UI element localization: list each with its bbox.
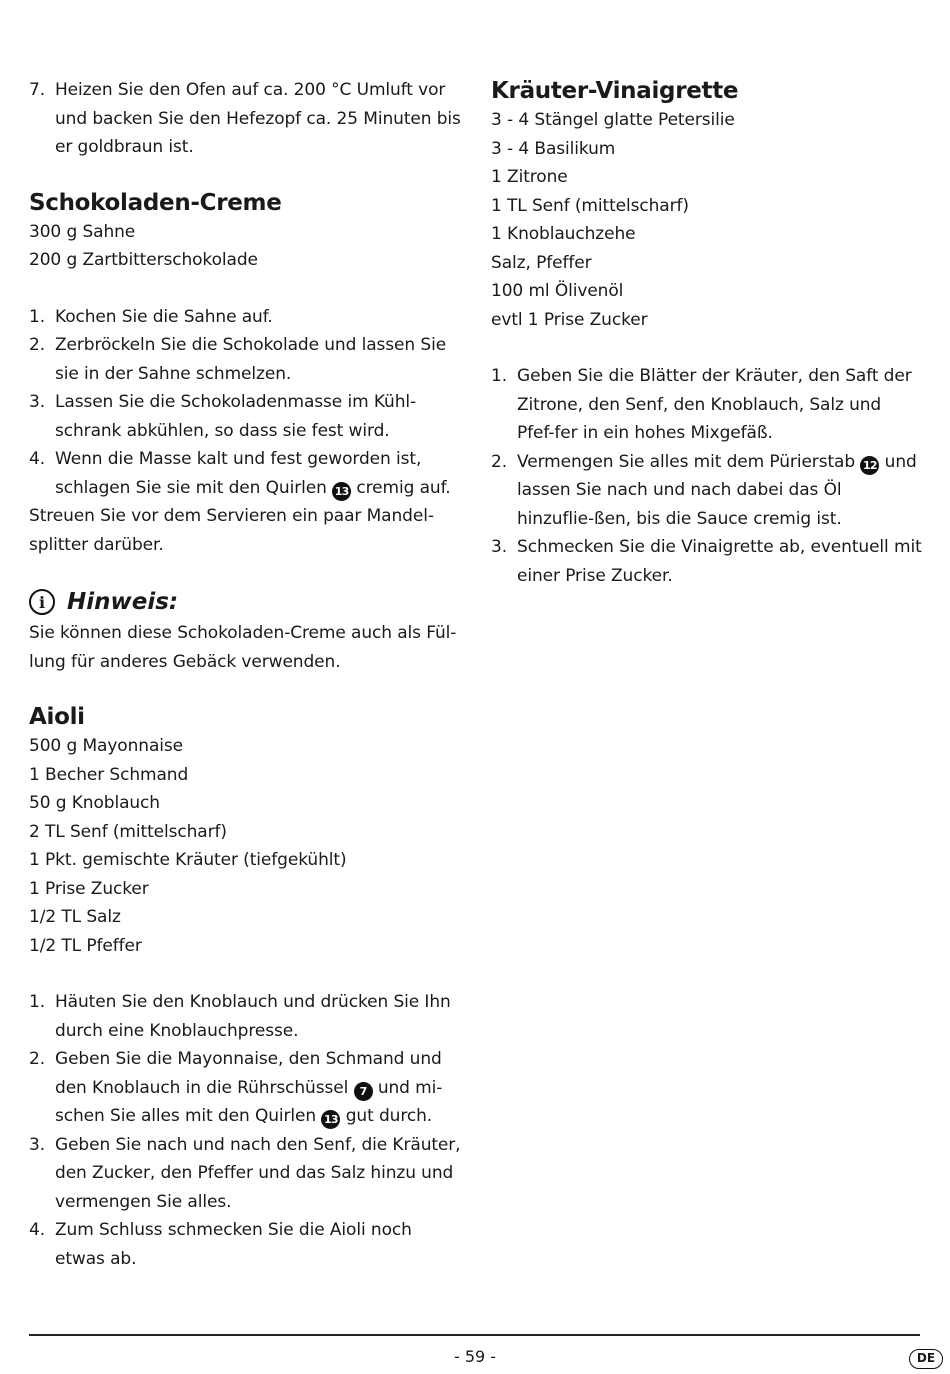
ingredient: 3 - 4 Basilikum <box>491 138 616 159</box>
serving-tip: Streuen Sie vor dem Servieren ein paar Mandel-splitter darüber. <box>29 506 434 555</box>
note-title: Hinweis: <box>67 589 179 615</box>
footer-divider <box>29 1334 920 1336</box>
ingredient: 1 TL Senf (mittelscharf) <box>491 195 689 216</box>
ingredient: 100 ml Ölivenöl <box>491 281 624 301</box>
ingredient: 3 - 4 Stängel glatte Petersilie <box>491 110 735 130</box>
list-item: 3. Lassen Sie die Schokoladenmasse im Kühl-schrank abkühlen, so dass sie fest wird. <box>29 392 417 441</box>
part-number-badge: 12 <box>860 456 879 475</box>
aioli-steps <box>29 988 465 1273</box>
page-number: - 59 - <box>453 1347 497 1366</box>
schoko-title: Schokoladen-Creme <box>29 189 282 216</box>
ingredient: Salz, Pfeffer <box>491 252 592 273</box>
ingredient: 1/2 TL Pfeffer <box>29 935 142 956</box>
note-text: Sie können diese Schokoladen-Creme auch als Fül-lung für anderes Gebäck verwenden. <box>29 623 457 672</box>
ingredient: 1 Becher Schmand <box>29 764 189 785</box>
vinaigrette-ingredients <box>491 106 923 334</box>
ingredient: evtl 1 Prise Zucker <box>491 309 648 330</box>
list-item: 1. Kochen Sie die Sahne auf. <box>29 306 273 327</box>
list-item: 4. Zum Schluss schmecken Sie die Aioli noch etwas ab. <box>29 1220 412 1269</box>
list-item: 2. Geben Sie die Mayonnaise, den Schmand und den Knoblauch in die Rührschüssel 7 und mi-schen Sie alles mit den Quirlen 13 gut durch. <box>29 1045 465 1131</box>
part-number-badge: 13 <box>321 1110 340 1129</box>
aioli-ingredients <box>29 732 465 960</box>
list-item: 1. Geben Sie die Blätter der Kräuter, den Saft der Zitrone, den Senf, den Knoblauch, Salz und Pfef-fer in ein hohes Mixgefäß. <box>491 366 912 443</box>
part-number-badge: 13 <box>332 482 351 501</box>
ingredient: 2 TL Senf (mittelscharf) <box>29 821 227 842</box>
ingredient: 1/2 TL Salz <box>29 907 121 927</box>
list-item: 7. Heizen Sie den Ofen auf ca. 200 °C Umluft vor und backen Sie den Hefezopf ca. 25 Minuten bis er goldbraun ist. <box>29 80 461 157</box>
list-item: 2. Vermengen Sie alles mit dem Pürierstab 12 und lassen Sie nach und nach dabei das Öl hinzuflie-ßen, bis die Sauce cremig ist. <box>491 451 917 529</box>
ingredient: 200 g Zartbitterschokolade <box>29 250 258 270</box>
list-item: 3. Schmecken Sie die Vinaigrette ab, eventuell mit einer Prise Zucker. <box>491 537 922 586</box>
ingredient: 1 Prise Zucker <box>29 878 149 899</box>
vinaigrette-steps <box>491 362 923 590</box>
note-header <box>29 585 465 619</box>
list-item: 3. Geben Sie nach und nach den Senf, die Kräuter, den Zucker, den Pfeffer und das Salz hinzu und vermengen Sie alles. <box>29 1134 461 1212</box>
ingredient: 1 Knoblauchzehe <box>491 224 636 244</box>
ingredient: 300 g Sahne <box>29 221 136 242</box>
left-column <box>29 76 465 1273</box>
list-item: 4. Wenn die Masse kalt und fest geworden ist, schlagen Sie sie mit den Quirlen 13 cremig auf. <box>29 445 465 502</box>
aioli-title: Aioli <box>29 704 85 730</box>
ingredient: 1 Zitrone <box>491 167 568 187</box>
ingredient: 500 g Mayonnaise <box>29 736 183 756</box>
list-item: 2. Zerbröckeln Sie die Schokolade und lassen Sie sie in der Sahne schmelzen. <box>29 335 447 384</box>
vinaigrette-title: Kräuter-Vinaigrette <box>491 78 739 104</box>
hefezopf-steps-tail <box>29 76 465 162</box>
schoko-ingredients <box>29 218 465 275</box>
ingredient: 50 g Knoblauch <box>29 793 160 813</box>
ingredient: 1 Pkt. gemischte Kräuter (tiefgekühlt) <box>29 850 347 870</box>
schoko-steps <box>29 303 465 503</box>
list-item: 1. Häuten Sie den Knoblauch und drücken Sie Ihn durch eine Knoblauchpresse. <box>29 992 451 1041</box>
language-badge: DE <box>909 1349 943 1369</box>
right-column <box>491 76 923 590</box>
info-icon: i <box>29 589 55 615</box>
part-number-badge: 7 <box>354 1082 373 1101</box>
